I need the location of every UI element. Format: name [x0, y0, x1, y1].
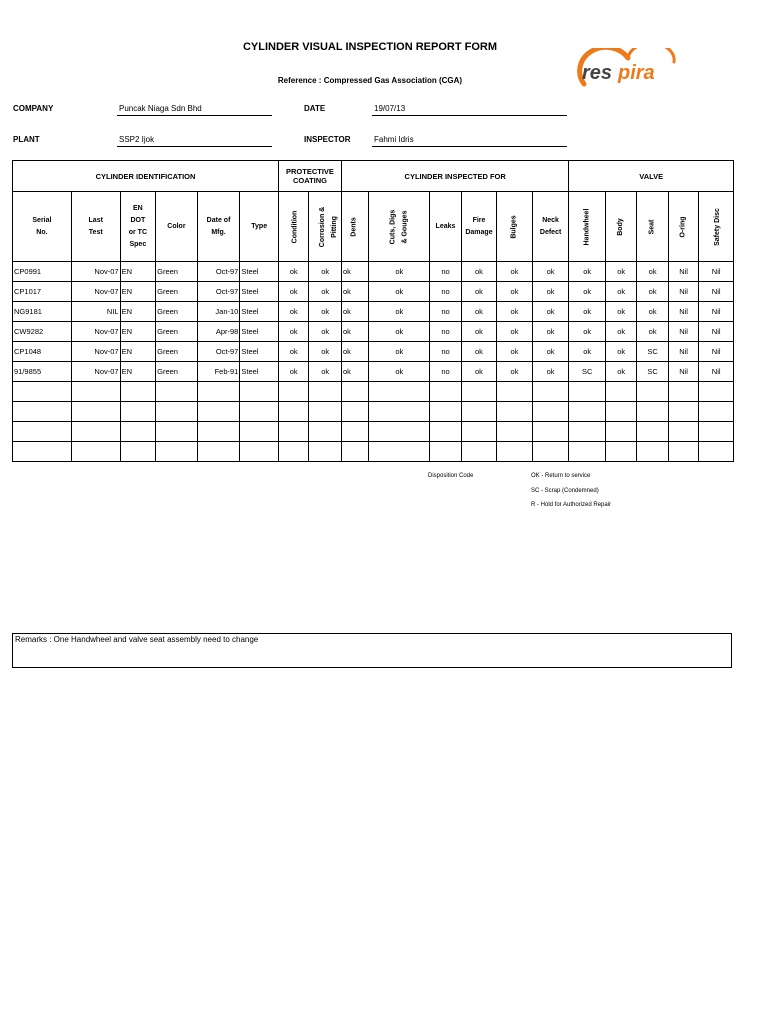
table-cell: ok — [309, 342, 341, 362]
col-spec-l2: DOT — [130, 216, 146, 224]
col-dents-text: Dents — [351, 216, 359, 237]
empty-cell — [13, 422, 72, 442]
empty-cell — [668, 382, 698, 402]
table-cell: Nil — [668, 322, 698, 342]
empty-cell — [197, 442, 240, 462]
table-cell: Nov-07 — [71, 282, 120, 302]
table-cell: ok — [309, 302, 341, 322]
table-cell: 91/9855 — [13, 362, 72, 382]
table-cell: Nov-07 — [71, 262, 120, 282]
table-cell: ok — [279, 282, 309, 302]
col-cuts-l1: Cuts, Digs — [389, 209, 397, 244]
empty-cell — [569, 422, 606, 442]
table-cell: Green — [156, 362, 198, 382]
empty-cell — [369, 382, 430, 402]
table-cell: ok — [532, 342, 569, 362]
table-cell: Steel — [240, 362, 279, 382]
table-cell: Nil — [699, 262, 734, 282]
empty-cell — [71, 402, 120, 422]
empty-cell — [156, 442, 198, 462]
empty-cell — [369, 402, 430, 422]
col-corrosion-l1: Corrosion & — [319, 206, 327, 247]
table-cell: ok — [279, 302, 309, 322]
empty-cell — [156, 402, 198, 422]
empty-cell — [71, 382, 120, 402]
table-cell: ok — [497, 262, 533, 282]
empty-cell — [569, 382, 606, 402]
empty-cell — [71, 442, 120, 462]
col-mfg-l2: Mfg. — [211, 228, 226, 236]
empty-cell — [569, 402, 606, 422]
empty-cell — [430, 382, 461, 402]
table-cell: CP0991 — [13, 262, 72, 282]
table-cell: NIL — [71, 302, 120, 322]
table-cell: Nil — [699, 342, 734, 362]
empty-cell — [605, 422, 636, 442]
empty-cell — [461, 402, 497, 422]
empty-cell — [637, 422, 668, 442]
group-identification: CYLINDER IDENTIFICATION — [13, 161, 279, 192]
table-cell: ok — [461, 262, 497, 282]
col-safety-disc — [699, 192, 734, 262]
group-valve: VALVE — [569, 161, 734, 192]
table-cell: ok — [309, 362, 341, 382]
empty-cell — [637, 442, 668, 462]
empty-cell — [341, 402, 368, 422]
table-row — [13, 262, 734, 282]
empty-cell — [279, 382, 309, 402]
table-cell: Green — [156, 342, 198, 362]
col-seat-text: Seat — [648, 219, 656, 234]
table-cell: no — [430, 322, 461, 342]
col-neck-l1: Neck — [542, 216, 559, 224]
empty-cell — [699, 382, 734, 402]
group-coating-line1: PROTECTIVE — [286, 167, 334, 176]
table-cell: ok — [497, 342, 533, 362]
table-cell: ok — [497, 322, 533, 342]
plant-label: PLANT — [13, 135, 40, 144]
empty-table-row — [13, 382, 734, 402]
empty-cell — [637, 382, 668, 402]
table-cell: ok — [497, 282, 533, 302]
col-corrosion-l2: Pitting — [331, 215, 339, 238]
empty-cell — [309, 382, 341, 402]
empty-cell — [461, 442, 497, 462]
table-cell: ok — [569, 342, 606, 362]
table-cell: Green — [156, 262, 198, 282]
form-title: CYLINDER VISUAL INSPECTION REPORT FORM — [242, 41, 498, 53]
empty-cell — [13, 382, 72, 402]
table-cell: ok — [532, 282, 569, 302]
group-inspected-for: CYLINDER INSPECTED FOR — [341, 161, 568, 192]
col-safety-text: Safety Disc — [714, 207, 722, 246]
empty-cell — [309, 422, 341, 442]
empty-cell — [668, 442, 698, 462]
table-cell: ok — [369, 342, 430, 362]
table-cell: Green — [156, 302, 198, 322]
col-dents — [341, 192, 368, 262]
table-cell: Steel — [240, 322, 279, 342]
table-row — [13, 362, 734, 382]
col-color: Color — [156, 192, 198, 262]
col-cuts-text — [387, 209, 411, 244]
table-cell: ok — [532, 262, 569, 282]
col-condition-text: Condition — [291, 210, 299, 243]
table-row — [13, 322, 734, 342]
col-last-l2: Test — [88, 228, 103, 236]
col-oring-text: O-ring — [679, 216, 687, 237]
empty-cell — [197, 402, 240, 422]
table-cell: ok — [279, 322, 309, 342]
empty-cell — [120, 442, 156, 462]
col-spec-l3: or TC — [128, 228, 147, 236]
inspector-field: Fahmi Idris — [372, 134, 567, 147]
col-corrosion — [309, 192, 341, 262]
table-cell: ok — [637, 282, 668, 302]
empty-cell — [309, 402, 341, 422]
table-cell: ok — [369, 282, 430, 302]
disposition-code-ok: OK - Return to service — [531, 473, 591, 479]
table-cell: no — [430, 262, 461, 282]
table-cell: ok — [532, 362, 569, 382]
empty-cell — [668, 422, 698, 442]
empty-cell — [13, 402, 72, 422]
table-cell: ok — [461, 322, 497, 342]
col-mfg-l1: Date of — [206, 216, 231, 224]
table-cell: EN — [120, 262, 156, 282]
table-cell: Oct-97 — [197, 342, 240, 362]
table-cell: ok — [461, 342, 497, 362]
remarks-box: Remarks : One Handwheel and valve seat assembly need to change — [12, 633, 732, 668]
table-row — [13, 302, 734, 322]
inspector-label: INSPECTOR — [304, 135, 351, 144]
table-cell: ok — [341, 362, 368, 382]
table-cell: Green — [156, 322, 198, 342]
col-bulges-text: Bulges — [510, 214, 518, 239]
table-cell: ok — [341, 322, 368, 342]
table-cell: ok — [461, 362, 497, 382]
inspection-table — [12, 160, 734, 462]
empty-cell — [341, 382, 368, 402]
empty-cell — [120, 402, 156, 422]
empty-cell — [532, 422, 569, 442]
empty-cell — [569, 442, 606, 462]
table-cell: ok — [637, 262, 668, 282]
empty-table-row — [13, 442, 734, 462]
empty-cell — [240, 422, 279, 442]
empty-cell — [240, 382, 279, 402]
table-cell: ok — [279, 342, 309, 362]
disposition-label: Disposition Code — [428, 473, 474, 479]
empty-cell — [341, 442, 368, 462]
table-cell: no — [430, 362, 461, 382]
empty-cell — [430, 442, 461, 462]
empty-table-row — [13, 422, 734, 442]
table-row — [13, 282, 734, 302]
empty-cell — [71, 422, 120, 442]
table-cell: ok — [605, 282, 636, 302]
table-cell: ok — [569, 262, 606, 282]
col-handwheel — [569, 192, 606, 262]
table-cell: EN — [120, 322, 156, 342]
empty-cell — [341, 422, 368, 442]
table-cell: SC — [637, 342, 668, 362]
table-cell: CP1048 — [13, 342, 72, 362]
table-cell: ok — [461, 282, 497, 302]
empty-cell — [605, 442, 636, 462]
respira-logo — [570, 48, 690, 96]
table-cell: Green — [156, 282, 198, 302]
empty-cell — [497, 402, 533, 422]
col-type: Type — [240, 192, 279, 262]
plant-field: SSP2 Ijok — [117, 134, 272, 147]
empty-cell — [605, 402, 636, 422]
col-spec — [120, 192, 156, 262]
empty-cell — [532, 442, 569, 462]
table-cell: ok — [569, 282, 606, 302]
empty-cell — [699, 402, 734, 422]
col-oring — [668, 192, 698, 262]
table-cell: Steel — [240, 282, 279, 302]
table-cell: ok — [532, 322, 569, 342]
col-spec-l1: EN — [132, 204, 143, 212]
table-cell: Nil — [668, 282, 698, 302]
table-cell: Oct-97 — [197, 282, 240, 302]
table-cell: CP1017 — [13, 282, 72, 302]
col-fire-l2: Damage — [465, 228, 493, 236]
empty-cell — [240, 442, 279, 462]
col-fire-l1: Fire — [472, 216, 486, 224]
empty-cell — [369, 422, 430, 442]
empty-cell — [120, 382, 156, 402]
col-neck — [532, 192, 569, 262]
table-cell: Nov-07 — [71, 362, 120, 382]
col-body — [605, 192, 636, 262]
table-cell: ok — [605, 262, 636, 282]
logo-text-right: pira — [618, 62, 655, 84]
empty-cell — [668, 402, 698, 422]
table-cell: EN — [120, 302, 156, 322]
table-cell: EN — [120, 362, 156, 382]
empty-cell — [430, 422, 461, 442]
date-label: DATE — [304, 104, 326, 113]
table-cell: Nil — [699, 322, 734, 342]
col-bulges — [497, 192, 533, 262]
empty-cell — [532, 402, 569, 422]
group-coating-line2: COATING — [292, 176, 327, 185]
col-neck-l2: Defect — [539, 228, 562, 236]
table-cell: no — [430, 302, 461, 322]
table-body — [13, 262, 734, 462]
empty-cell — [156, 422, 198, 442]
col-last-test — [71, 192, 120, 262]
empty-cell — [497, 422, 533, 442]
table-cell: ok — [369, 322, 430, 342]
empty-cell — [197, 382, 240, 402]
table-cell: ok — [497, 302, 533, 322]
empty-cell — [605, 382, 636, 402]
table-cell: ok — [369, 302, 430, 322]
table-cell: Steel — [240, 342, 279, 362]
col-condition — [279, 192, 309, 262]
col-cuts — [369, 192, 430, 262]
empty-cell — [120, 422, 156, 442]
table-cell: Oct-97 — [197, 262, 240, 282]
table-cell: Steel — [240, 302, 279, 322]
table-cell: ok — [605, 342, 636, 362]
table-cell: EN — [120, 282, 156, 302]
table-cell: ok — [497, 362, 533, 382]
empty-cell — [532, 382, 569, 402]
table-cell: Apr-98 — [197, 322, 240, 342]
empty-cell — [197, 422, 240, 442]
col-serial-l1: Serial — [32, 216, 52, 224]
company-field: Puncak Niaga Sdn Bhd — [117, 103, 272, 116]
table-cell: ok — [569, 302, 606, 322]
disposition-code-sc: SC - Scrap (Condemned) — [531, 488, 599, 494]
disposition-code-r: R - Hold for Authorized Repair — [531, 502, 612, 508]
col-serial-l2: No. — [36, 228, 48, 236]
table-cell: ok — [369, 362, 430, 382]
table-cell: ok — [369, 262, 430, 282]
table-cell: Nov-07 — [71, 322, 120, 342]
col-cuts-l2: & Gouges — [401, 209, 409, 244]
empty-cell — [13, 442, 72, 462]
table-cell: Nil — [699, 362, 734, 382]
table-cell: ok — [637, 302, 668, 322]
table-cell: Nil — [668, 342, 698, 362]
empty-cell — [699, 422, 734, 442]
table-cell: Feb-91 — [197, 362, 240, 382]
column-header-row — [13, 192, 734, 262]
table-cell: EN — [120, 342, 156, 362]
empty-cell — [279, 402, 309, 422]
table-cell: Nil — [668, 262, 698, 282]
table-cell: Nov-07 — [71, 342, 120, 362]
col-spec-l4: Spec — [129, 240, 147, 248]
table-cell: Nil — [699, 302, 734, 322]
table-row — [13, 342, 734, 362]
table-cell: ok — [341, 262, 368, 282]
table-cell: ok — [341, 282, 368, 302]
table-cell: Nil — [699, 282, 734, 302]
col-serial — [13, 192, 72, 262]
empty-cell — [637, 402, 668, 422]
table-cell: no — [430, 342, 461, 362]
table-cell: ok — [309, 322, 341, 342]
table-cell: ok — [569, 322, 606, 342]
table-cell: ok — [309, 282, 341, 302]
empty-cell — [309, 442, 341, 462]
empty-cell — [240, 402, 279, 422]
col-leaks: Leaks — [430, 192, 461, 262]
table-cell: SC — [637, 362, 668, 382]
table-cell: CW9282 — [13, 322, 72, 342]
logo-text-left: res — [582, 62, 613, 84]
col-body-text: Body — [617, 217, 625, 236]
col-fire — [461, 192, 497, 262]
empty-cell — [279, 442, 309, 462]
table-cell: ok — [605, 302, 636, 322]
table-cell: NG9181 — [13, 302, 72, 322]
table-cell: ok — [341, 342, 368, 362]
table-cell: Nil — [668, 302, 698, 322]
empty-cell — [461, 422, 497, 442]
table-cell: Jan-10 — [197, 302, 240, 322]
empty-table-row — [13, 402, 734, 422]
table-cell: ok — [279, 262, 309, 282]
empty-cell — [279, 422, 309, 442]
table-cell: ok — [605, 362, 636, 382]
date-field: 19/07/13 — [372, 103, 567, 116]
empty-cell — [497, 442, 533, 462]
table-cell: ok — [309, 262, 341, 282]
table-cell: ok — [279, 362, 309, 382]
table-cell: ok — [461, 302, 497, 322]
table-cell: ok — [532, 302, 569, 322]
group-header-row — [13, 161, 734, 192]
col-mfg — [197, 192, 240, 262]
empty-cell — [699, 442, 734, 462]
col-last-l1: Last — [88, 216, 103, 224]
table-cell: SC — [569, 362, 606, 382]
col-seat — [637, 192, 668, 262]
company-label: COMPANY — [13, 104, 54, 113]
col-corrosion-text — [318, 206, 342, 246]
empty-cell — [369, 442, 430, 462]
col-handwheel-text: Handwheel — [583, 208, 591, 245]
table-cell: Nil — [668, 362, 698, 382]
empty-cell — [497, 382, 533, 402]
reference-line: Reference : Compressed Gas Association (CGA) — [277, 76, 463, 85]
table-cell: no — [430, 282, 461, 302]
empty-cell — [461, 382, 497, 402]
table-cell: ok — [637, 322, 668, 342]
table-cell: ok — [341, 302, 368, 322]
table-cell: ok — [605, 322, 636, 342]
table-cell: Steel — [240, 262, 279, 282]
empty-cell — [156, 382, 198, 402]
empty-cell — [430, 402, 461, 422]
group-coating — [279, 161, 342, 192]
